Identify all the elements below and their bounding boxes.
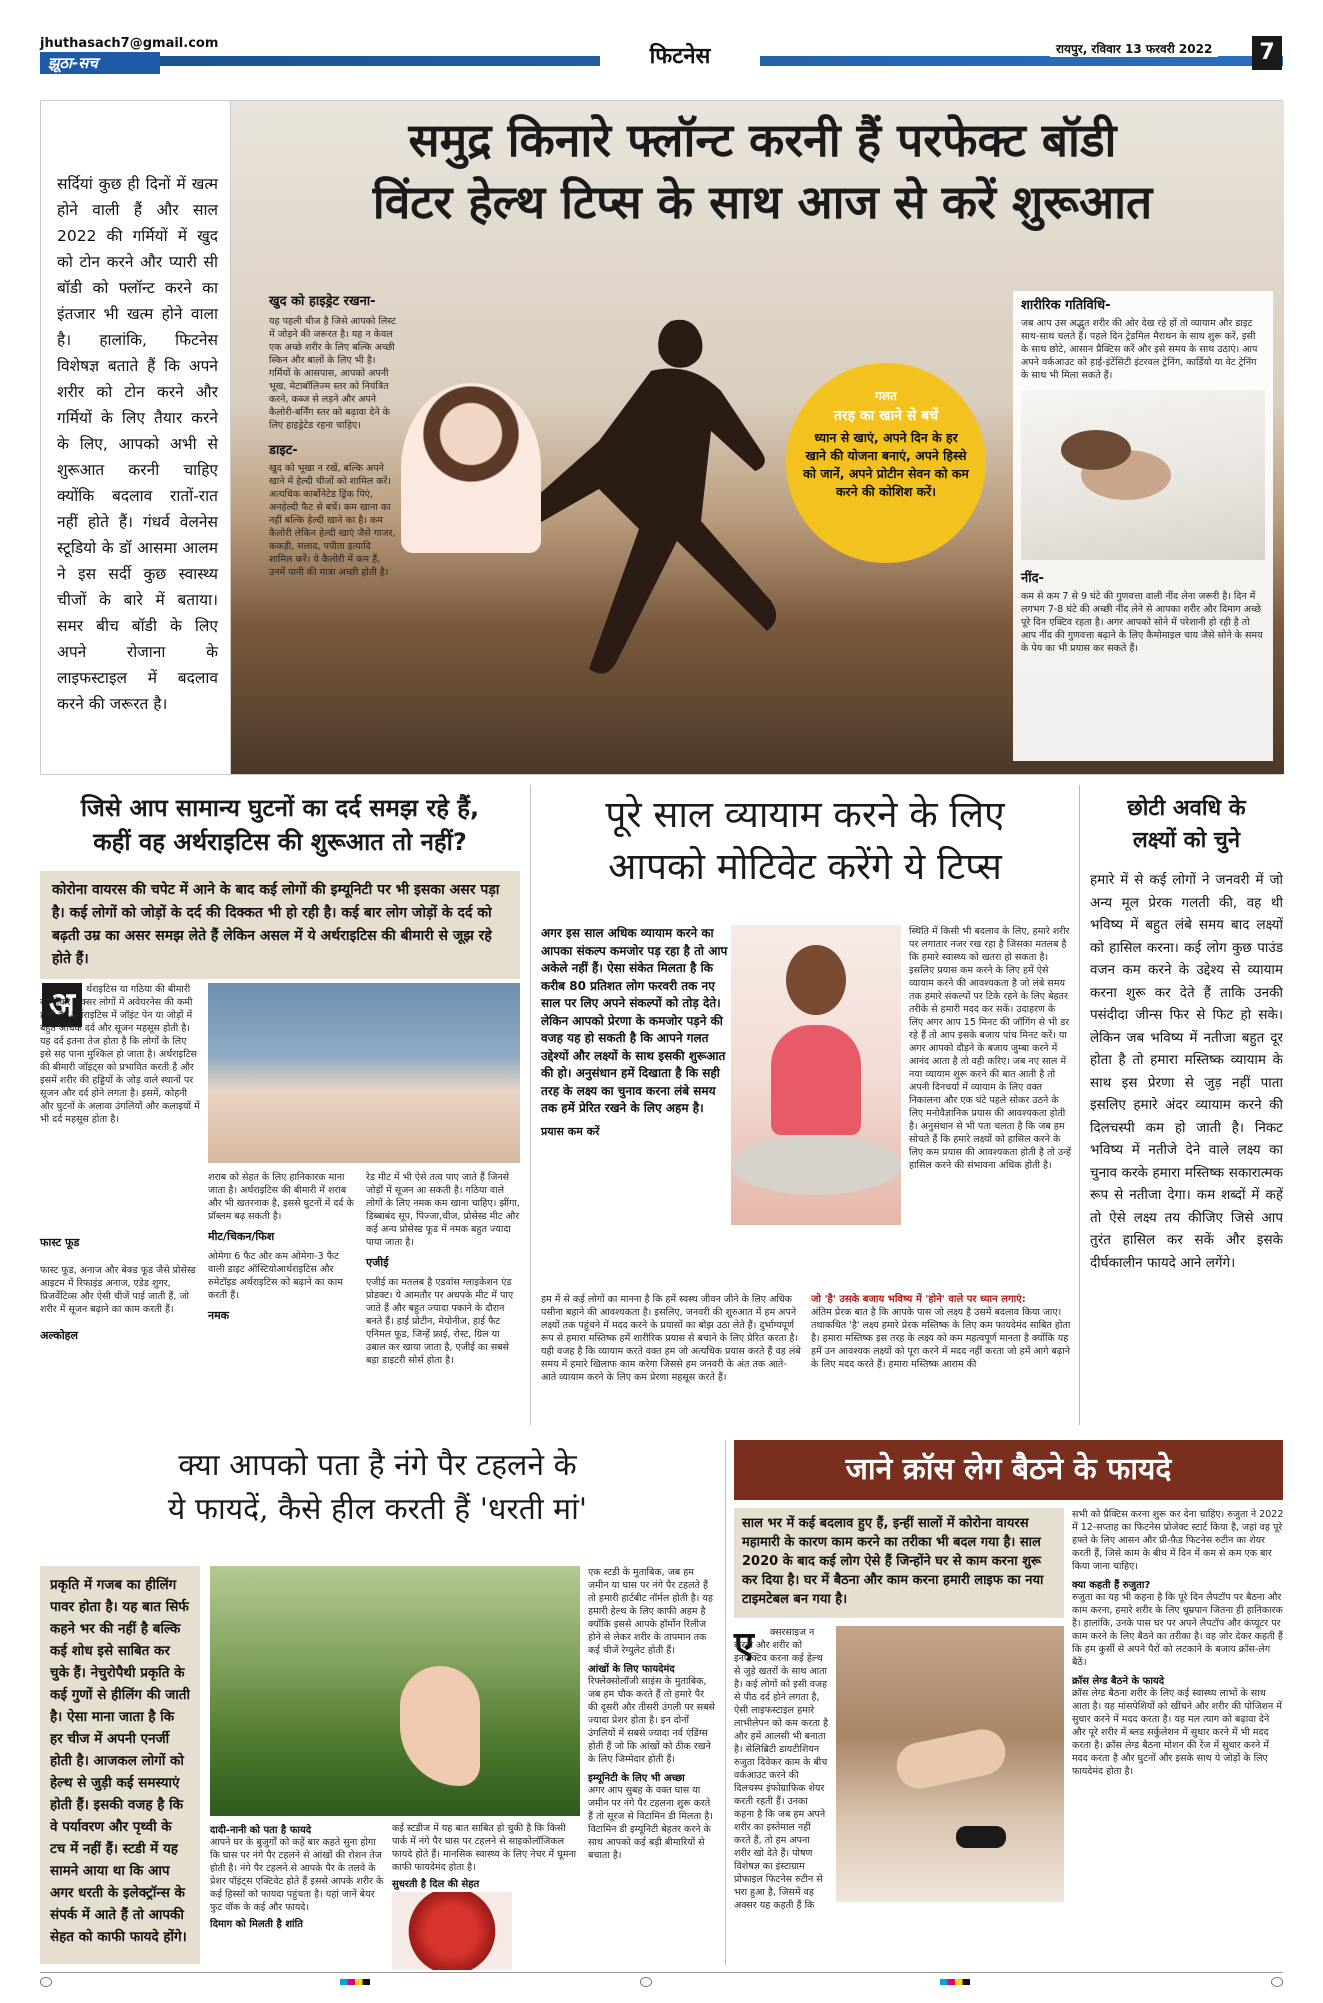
crossleg-photo bbox=[836, 1626, 1064, 1902]
headline bbox=[241, 109, 1284, 233]
benefit-body: क्रॉस लेग्ड बैठना शरीर के लिए कई स्वास्थ्य लाभों के साथ आता है। यह मांसपेशियों को खींचने और शरीर की पोजिशन में सुधार करने में मदद करता है। यह मल त्याग को बढ़ावा देने और पूरे शरीर में ब्लड सर्कुलेशन में सुधार करने में भी मदद करता है। क्रॉस लेग्ड बैठना मोशन की रेंज में सुधार करने में मदद करता है और घुटनों और इसके साथ ये जोड़ों के लिए फायदेमंद होता है। bbox=[1072, 1688, 1282, 1777]
body-2: शराब को सेहत के लिए हानिकारक माना जाता है। अर्थराइटिस की बीमारी में शराब और भी खतरनाक है, इससे घुटनों में दर्द के प्रॉब्लम बढ़ सकती है। bbox=[208, 1172, 354, 1222]
diet-body: खुद को भूखा न रखें, बल्कि अपने खाने में हेल्दी चीजों को शामिल करें। अत्यधिक कार्बोनेटेड ड्रिंक पिएं, अनहेल्दी फैट से बचें। कम खाना का नहीं बल्कि हेल्दी खाने का है। कम कैलोरी लेकिन हेल्दी खाएं जैसे गाजर, ककड़ी, सलाद, पपीता इत्यादि शामिल करें। ये कैलोरी में कम हैं, उनमें पानी की मात्रा अच्छी होती है। bbox=[269, 463, 396, 578]
sleep-title: नींद- bbox=[1021, 571, 1044, 586]
body-2: सभी को प्रैक्टिस करना शुरू कर देना चाहिए। रुजुता ने 2022 में 12-सप्ताह का फिटनेस प्रोजेक्ट स्टार्ट किया है, जहां वह पूरे हफ्ते के लिए आसन और प्री-फ़ैड फिटनेस रुटीन का शेयर करती हैं, जिसे काम के बीच में दिन में कम से कम एक बार किया जाना चाहिए। bbox=[1072, 1509, 1284, 1572]
footer-registration bbox=[40, 1972, 1283, 1988]
meat-title: मीट/चिकन/फिश bbox=[208, 1230, 275, 1243]
column-3 bbox=[366, 1171, 520, 1421]
intro-text: सर्दियां कुछ ही दिनों में खत्म होने वाली हैं और साल 2022 की गर्मियों में खुद को टोन करने और प्यारी सी बॉडी को फ्लॉन्ट करने का इंतजार भी खत्म होने वाला है। हालांकि, फिटनेस विशेषज्ञ बताते हैं कि अपने शरीर को टोन करने और गर्मियों के लिए तैयार करने के लिए, आपको अभी से शुरूआत करनी चाहिए क्योंकि बदलाव रातों-रात नहीं होते हैं। गंधर्व वेलनेस स्टूडियो के डॉ आसमा आलम ने इस सर्दी कुछ स्वास्थ्य चीजों के बारे में बताया। समर बीच बॉडी के लिए अपने रोजाना के लाइफस्टाइल में बदलाव करने की जरूरत है। bbox=[57, 175, 218, 713]
body-5: एजीई का मतलब है एडवांस ग्लाइकेशन एंड प्रोडक्ट। ये आमतौर पर अधपके मीट में पाए जाते हैं और बहुत ज्यादा पकाने के दौरान बनते हैं। हाई प्रोटीन, मेयोनीज, हाई फैट एनिमल फूड, जिन्हें फ्राई, रोस्ट, ग्रिल या उबाल कर खाया जाता है, एजीई का सबसे बड़ा डाइटरी सोर्स होता है। bbox=[366, 1277, 514, 1366]
headline-line-2: ये फायदें, कैसे हील करती हैं 'धरती मां' bbox=[167, 1492, 588, 1527]
eyes-body: रिफ्लेक्सोलॉजी साइंस के मुताबिक, जब हम चौक करते हैं तो हमारे पैर की दूसरी और तीसरी उंगली पर सबसे ज्यादा प्रेशर होता है। इन दोनों उंगलियों में सबसे ज्यादा नर्व एंडिंग्स होती हैं जो कि आंखों को ठीक रखने के लिए जिम्मेदार होती हैं। bbox=[588, 1676, 715, 1765]
dateline: रायपुर, रविवार 13 फरवरी 2022 bbox=[1050, 40, 1218, 57]
salt-title: नमक bbox=[208, 1309, 230, 1322]
callout-circle bbox=[786, 363, 986, 563]
col-a bbox=[210, 1822, 385, 1962]
headline-line-1: पूरे साल व्यायाम करने के लिए bbox=[605, 793, 1005, 836]
grandma-title: दादी-नानी को पता है फायदे bbox=[210, 1825, 312, 1836]
lead-text: अगर इस साल अधिक व्यायाम करने का आपका संकल्प कमजोर पड़ रहा है तो आप अकेले नहीं हैं। ऐसा संकेत मिलता है कि करीब 80 प्रतिशत लोग फरवरी तक नए साल पर लिए अपने संकल्पों को तोड़ देते। लेकिन आपको प्रेरणा के कमजोर पड़ने की वजह यह हो सकती है कि आपने गलत उद्देश्यों और लक्ष्यों के साथ इसकी शुरूआत की हो। अनुसंधान हमें दिखाता है कि सही तरह के लक्ष्य का चुनाव करना लंबे समय तक हमें प्रेरित रखने के लिए अहम है। bbox=[541, 926, 728, 1115]
col-right bbox=[1072, 1508, 1284, 1958]
intro-box: कोरोना वायरस की चपेट में आने के बाद कई लोगों की इम्यूनिटी पर भी इसका असर पड़ा है। कई लोगों को जोड़ों के दर्द की दिक्कत भी हो रही है। कई बार लोग जोड़ों के दर्द को बढ़ती उम्र का असर समझ लेते हैं लेकिन असल में ये अर्थराइटिस की बीमारी से जूझ रहे होते हैं। bbox=[40, 871, 520, 979]
alcohol-title: अल्कोहल bbox=[40, 1329, 78, 1342]
knee-pain-photo bbox=[208, 983, 520, 1163]
body-1: क्सरसाइज न करना और शरीर को इनएक्टिव करना कई हेल्थ से जुड़े खतरों के साथ आता है। कई लोगों को इसी वजह से पीठ दर्द होने लगता है, ऐसी लाइफस्टाइल हमारे लाभीलेपन को कम करता है और हमें आलसी भी बनाता है। सेलिब्रिटी डायटीशियन रुजुता दिवेकर काम के बीच वर्कआउट करने की दिलचस्प इंफोग्राफिक शेयर करती रहती हैं। उनका कहना है कि जब हम अपने शरीर का इस्तेमाल नहीं करते हैं, तो हम अपना शरीर खो देते हैं। पोषण विशेषज्ञ का इंस्टाग्राम प्रोफाइल फिटनेस रुटीन से भरा हुआ है, जिसमें वह अक्सर यह कहती हैं कि bbox=[734, 1627, 829, 1911]
col-left bbox=[734, 1626, 829, 1956]
headline-line-1: जिसे आप सामान्य घुटनों का दर्द समझ रहे हैं, bbox=[80, 794, 480, 822]
lead-column bbox=[541, 925, 731, 1285]
dropcap: अ bbox=[42, 983, 82, 1027]
headline bbox=[1090, 785, 1283, 857]
say-body: रुजुता का यह भी कहना है कि पूरे दिन लैपटॉप पर बैठना और काम करना, हमारे शरीर के लिए धूम्रपान जितना ही हानिकारक है। हालांकि, उनके पास घर पर अपने लैपटॉप और कंप्यूटर पर काम करने के लिए बैठने का तरीका है। वह जोर देकर कहती हैं कि हम कुर्सी से अपने पैरों को लटकाने के बजाय क्रॉस-लेग बैठें। bbox=[1072, 1592, 1283, 1668]
story-motivation bbox=[530, 785, 1080, 1425]
body-3: रेड मीट में भी ऐसे तत्व पाए जाते हैं जिनसे जोड़ों में सूजन आ सकती है। गठिया वाले लोगों के लिए नमक कम खाना चाहिए। झींगा, डिब्बाबंद सूप, पिज्जा,चीज, प्रोसेस्ड मीट और कई अन्य प्रोसेस्ड फूड में नमक बहुत ज्यादा पाया जाता है। bbox=[366, 1172, 520, 1248]
headline bbox=[40, 1440, 715, 1532]
meditation-photo bbox=[731, 925, 901, 1225]
eyes-title: आंखों के लिए फायदेमंद bbox=[588, 1664, 675, 1675]
ages-title: एजीई bbox=[366, 1256, 389, 1269]
grandma-body: आपने घर के बुजुर्गों को कहें बार कहते सुना होगा कि घास पर नंगे पैर टहलने से आंखों की रोशन तेज होती है। नंगे पैर टहलने से आपके पैर के तलवे के प्रेशर पॉइंट्स एक्टिवेट होते हैं इससे आपके शरीर के कई हिस्सों को फायदा पहुंचता है। यहां जानें बेयर फुट वॉक के कई और फायदे। bbox=[210, 1837, 384, 1913]
headline-line-2: विंटर हेल्थ टिप्स के साथ आज से करें शुरूआत bbox=[372, 175, 1153, 229]
sleeping-woman-photo bbox=[1021, 390, 1265, 560]
bottom-columns bbox=[541, 1293, 1071, 1423]
hydrate-title: खुद को हाइड्रेट रखना- bbox=[269, 294, 376, 309]
col-c-body: एक स्टडी के मुताबिक, जब हम जमीन या घास पर नंगे पैर टहलते हैं तो हमारी हार्टबीट नॉर्मल होती है। यह हमारी हेल्थ के लिए काफी अहम है क्योंकि इससे आपके हॉर्मोन रिलीज होने से लेकर शरीर के तापमान तक कई चीजें रेग्युलेट होती हैं। bbox=[588, 1567, 713, 1656]
section-title: फिटनेस bbox=[600, 40, 760, 68]
highlight: जो 'है' उसके बजाय भविष्य में 'होने' वाले पर ध्यान लगाएं: bbox=[811, 1294, 1026, 1305]
story-arthritis bbox=[40, 785, 520, 1425]
immunity-body: अगर आप सुबह के वक्त घास या जमीन पर नंगे पैर टहलना शुरू करते हैं तो सूरज से विटामिन डी मिलता है। विटामिन डी इम्यूनिटी बेहतर करने के साथ आपको कई बड़ी बीमारियों से बचाता है। bbox=[588, 1785, 713, 1861]
body-4: ओमेगा 6 फैट और कम ओमेगा-3 फैट वाली डाइट ऑस्टियोआर्थराइटिस और रुमेटॉइड अर्थराइटिस को बढ़ाने का काम करती हैं। bbox=[208, 1251, 343, 1301]
story-winter-tips bbox=[40, 100, 1283, 775]
column-2 bbox=[208, 1171, 358, 1421]
callout-title: तरह का खाने से बचें bbox=[833, 408, 939, 424]
body-1: हम में से कई लोगों का मानना है कि हमें स्वस्थ जीवन जीने के लिए अधिक पसीना बहाने की आवश्यकता है। इसलिए, जनवरी की शुरुआत में हम अपने लक्ष्यों तक पहुंचने में मदद करने के प्रयासों का बोझ उठा लेते हैं। दुर्भाग्यपूर्ण रूप से हमारा मस्तिष्क हमें शारीरिक प्रयास से बचाने के लिए प्रेरित करता है। यही वजह है कि व्यायाम करते वक्त हम जो अत्यधिक प्रयास करते हैं वह लंबे समय में हमारे खिलाफ काम करेगा जिससे हम जनवरी के अंत तक आते-आते व्यायाम करने के लिए कम प्रेरणा महसूस करते हैं। bbox=[541, 1294, 801, 1383]
sleep-body: कम से कम 7 से 9 घंटे की गुणवत्ता वाली नींद लेना जरूरी है। दिन में लगभग 7-8 घंटे की अच्छी नींद लेने से आपका शरीर और दिमाग अच्छे पूरे दिन एक्टिव रहता है। अगर आपको सोने में परेशानी हो रही है तो आप नींद की गुणवत्ता बढ़ाने के लिए कैमोमाइल चाय जैसे सोने के समय के पेय का भी प्रयास कर सकते हैं। bbox=[1021, 591, 1263, 654]
say-title: क्या कहती हैं रुजुता? bbox=[1072, 1580, 1151, 1591]
headline bbox=[541, 785, 1069, 893]
column-right bbox=[909, 925, 1071, 1285]
heart-photo bbox=[392, 1892, 512, 1970]
story-short-goals bbox=[1090, 785, 1283, 1425]
headline-line-1: समुद्र किनारे फ्लॉन्ट करनी हैं परफेक्ट बॉडी bbox=[408, 113, 1117, 167]
col-c bbox=[588, 1566, 715, 1964]
diet-title: डाइट- bbox=[269, 443, 298, 458]
mind-title: दिमाग को मिलती है शांति bbox=[210, 1919, 303, 1930]
intro-box bbox=[40, 1566, 200, 1964]
activity-column bbox=[1013, 291, 1273, 761]
hydrate-body: यह पहली चीज है जिसे आपको लिस्ट में जोड़ने की जरूरत है। यह न केवल एक अच्छे शरीर के लिए बल्कि अच्छी स्किन और बालों के लिए भी है। गर्मियों के आसपास, आपको अपनी भूख, मेटाबॉलिज्म स्तर को नियंत्रित करने, कब्ज से लड़ने और अपने कैलोरी-बर्निंग स्तर को बढ़ावा देने के लिए हाइड्रेटेड रहना चाहिए। bbox=[269, 316, 396, 431]
story-barefoot bbox=[40, 1440, 715, 1965]
activity-body: जब आप उस अद्भुत शरीर की ओर देख रहे हों तो व्यायाम और डाइट साथ-साथ चलते हैं। पहले दिन ट्रेडमिल मैराथन के साथ शुरू करें, इसी के साथ छोटे, आसान प्रैक्टिस करें और इसे समय के साथ उठाएं। आप अपने वर्कआउट को हाई-इंटेंसिटी इंटरवल ट्रेनिंग, कार्डियो या वेट ट्रेनिंग के साथ भी मिला सकते हैं। bbox=[1021, 318, 1258, 381]
body-3: अंतिम प्रेरक बात है कि आपके पास जो लक्ष्य है उसमें बदलाव किया जाए। तथाकथित 'है' लक्ष्य हमारे प्रेरक मस्तिष्क के लिए कम फायदेमंद साबित होता है। हमारा मस्तिष्क इस तरह के लक्ष्य को कम महत्वपूर्ण मानता है क्योंकि यह हमें उन आवश्यक लक्ष्यों को पूरा करने में मदद नहीं करता जो हमें आगे बढ़ाने के लिए मदद करते हैं। हमारा मस्तिष्क आराम की bbox=[811, 1307, 1071, 1370]
dropcap: ए bbox=[734, 1625, 754, 1666]
intro-text: प्रकृति में गजब का हीलिंग पावर होता है। यह बात सिर्फ कहने भर की नहीं है बल्कि कई शोध इसे साबित कर चुके हैं। नेचुरोपैथी प्रकृति के कई गुणों से हीलिंग की जाती है। ऐसा माना जाता है कि हर चीज में अपनी एनर्जी होती है। आजकल लोगों को हेल्थ से जुड़ी कई समस्याएं होती हैं। इसकी वजह है कि वे पर्यावरण और पृथ्वी के टच में नहीं हैं। स्टडी में यह सामने आया था कि आप अगर धरती के इलेक्ट्रॉन्स के संपर्क में आते हैं तो आपकी सेहत को काफी फायदे होंगे। bbox=[50, 1577, 190, 1945]
headline-banner bbox=[734, 1440, 1283, 1500]
activity-title: शारीरिक गतिविधि- bbox=[1021, 298, 1111, 313]
body-2: स्थिति में किसी भी बदलाव के लिए, हमारे शरीर पर लगातार नजर रख रहा है जिसका मतलब है कि हमारे स्वास्थ्य को खतरा हो सकता है। इसलिए प्रयास कम करने के लिए हमें ऐसे व्यायाम करने की आवश्यकता है जो लंबे समय तक हमारे संकल्पों पर टिके रहने के लिए बेहतर तरीके से हमारी मदद कर सकें। उदाहरण के लिए अगर आप 15 मिनट की जॉगिंग से भी डर रहे हैं तो आप इसके बजाय पांच मिनट करें। या अगर आपको दौड़ने के बजाय जुम्बा करने में आनंद आता है तो वही करिए। जब नए साल में नया व्यायाम शुरू करने की बात आती है तो अपनी दिनचर्या में व्यायाम के लिए वक्त निकालना और एक घंटे पहले सोकर उठने के लिए मनोवैज्ञानिक प्रयास की आवश्यकता होती है। अनुसंधान से भी पता चलता है कि जब हम सोचते हैं कि हमारे लक्ष्यों को हासिल करने के लिए कम प्रयास की आवश्यकता होती है तो उन्हें हासिल करने की संभावना अधिक होती है। bbox=[909, 926, 1071, 1171]
masthead bbox=[40, 36, 1283, 86]
headline-line-1: छोटी अवधि के bbox=[1127, 796, 1246, 821]
fastfood-title: फास्ट फूड bbox=[40, 1236, 80, 1249]
callout-body: ध्यान से खाएं, अपने दिन के हर खाने की योजना बनाएं, अपने हिस्से को जानें, अपने प्रोटीन सेवन को कम करने की कोशिश करें। bbox=[803, 430, 969, 499]
benefit-title: क्रॉस लेग्ड बैठने के फायदे bbox=[1072, 1676, 1165, 1687]
mind-body: कई स्टडीज में यह बात साबित हो चुकी है कि किसी पार्क में नंगे पैर घास पर टहलने से साइकोलॉजिकल फायदे होते हैं। मानसिक स्वास्थ्य के लिए नेचर में घूमना काफी फायदेमंद होता है। bbox=[392, 1823, 577, 1873]
barefoot-grass-photo bbox=[210, 1566, 580, 1816]
headline bbox=[40, 785, 520, 865]
email[interactable]: jhuthasach7@gmail.com bbox=[40, 36, 219, 51]
brand-label: झूठा-सच bbox=[40, 52, 160, 74]
headline-line-2: कहीं वह अर्थराइटिस की शुरूआत तो नहीं? bbox=[93, 828, 467, 856]
page-number: 7 bbox=[1252, 36, 1282, 70]
story-cross-leg bbox=[725, 1440, 1283, 1965]
subhead-1: प्रयास कम करें bbox=[541, 1124, 600, 1138]
heart-title: सुधरती है दिल की सेहत bbox=[392, 1879, 480, 1890]
headline-line-2: आपको मोटिवेट करेंगे ये टिप्स bbox=[608, 845, 1002, 888]
headline-line-1: क्या आपको पता है नंगे पैर टहलने के bbox=[178, 1448, 577, 1483]
immunity-title: इम्यूनिटी के लिए भी अच्छा bbox=[588, 1773, 685, 1784]
fastfood-body: फास्ट फूड, अनाज और बेक्ड फूड जैसे प्रोसेस्ड आइटम में रिफाइंड अनाज, एडेड शुगर, प्रिजर्वेटिव्स और ऐसी चीजें पाई जाती हैं, जो शरीर में सूजन बढ़ाने का काम करती हैं। bbox=[40, 1265, 196, 1315]
intro-text: साल भर में कई बदलाव हुए हैं, इन्हीं सालों में कोरोना वायरस महामारी के कारण काम करने का तरीका भी बदल गया है। साल 2020 के बाद कई लोग ऐसे हैं जिन्होंने घर से काम करना शुरू कर दिया है। घर में बैठना और काम करना हमारी लाइफ का नया टाइमटेबल बन गया है। bbox=[742, 1516, 1044, 1607]
callout-label: गलत bbox=[875, 389, 897, 403]
intro-column bbox=[41, 101, 231, 774]
body-1: र्थराइटिस या गठिया की बीमारी को लेकर अक्सर लोगों में अवेयरनेस की कमी होती है। अर्थराइटिस में जॉइंट पेन या जोड़ों में बहुत अधिक दर्द और सूजन महसूस होती है। यह दर्द इतना तेज होता है कि लोगों के लिए इसे सह पाना मुश्किल हो जाता है। अर्थराइटिस की बीमारी जॉइंट्स को प्रभावित करती है और इसमें शरीर की हड्डियों के जोड़ वाले स्थानों पर सूजन और दर्द होने लगता है। इसमें, कोहनी और घुटनों के अलावा उंगलियों और कलाइयों में भी दर्द महसूस होता है। bbox=[40, 984, 200, 1125]
headline: जाने क्रॉस लेग बैठने के फायदे bbox=[845, 1452, 1172, 1487]
intro-box bbox=[734, 1508, 1064, 1618]
column-1 bbox=[40, 983, 200, 1423]
body: हमारे में से कई लोगों ने जनवरी में जो अन्य मूल प्रेरक गलती की, वह थी भविष्य में बहुत लंबे समय बाद लक्ष्यों को हासिल करना। कई लोग कुछ पाउंड वजन कम करने के उद्देश्य से व्यायाम करना शुरू कर देते हैं ताकि उनकी पसंदीदा जीन्स फिर से फिट हो सके। लेकिन जब भविष्य में नतीजा बहुत दूर होता है तो हमारा मस्तिष्क व्यायाम के साथ इस प्रेरणा से जुड़ नहीं पाता इसलिए हमारे अंदर व्यायाम करने की दिलचस्पी कम हो जाती है। निकट भविष्य में नतीजे देने वाले लक्ष्य का चुनाव करके हमारा मस्तिष्क सकारात्मक रूप से नतीजा देगा। कम शब्दों में कहें तो ऐसे लक्ष्य तय कीजिए जिसे आप तुरंत हासिल कर सकें और इसके दीर्घकालीन फायदे आने लगेंगे। bbox=[1090, 872, 1283, 1271]
salad-woman-photo bbox=[401, 383, 541, 553]
headline-line-2: लक्ष्यों को चुने bbox=[1132, 828, 1241, 853]
col-b bbox=[392, 1822, 580, 1962]
